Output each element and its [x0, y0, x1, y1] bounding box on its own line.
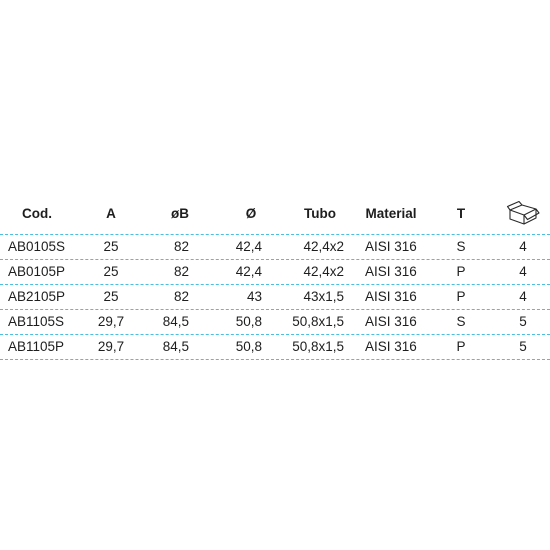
cell-o: 43	[246, 289, 262, 304]
cell-pack: 4	[519, 239, 527, 254]
cell-b: 82	[173, 239, 189, 254]
header-tube: Tubo	[304, 206, 336, 221]
cell-material: AISI 316	[365, 239, 417, 254]
cell-t: S	[456, 314, 466, 329]
header-o: Ø	[245, 206, 257, 221]
header-material: Material	[365, 206, 417, 221]
table-row	[0, 234, 550, 259]
cell-o: 42,4	[235, 264, 262, 279]
cell-code: AB1105S	[8, 314, 65, 329]
cell-pack: 5	[519, 339, 527, 354]
cell-t: P	[456, 289, 466, 304]
cell-t: P	[456, 264, 466, 279]
cell-code: AB0105P	[8, 264, 66, 279]
cell-a: 25	[103, 289, 119, 304]
table-row	[0, 309, 550, 334]
header-a: A	[106, 206, 116, 221]
cell-code: AB2105P	[8, 289, 66, 304]
cell-b: 82	[173, 264, 189, 279]
cell-o: 42,4	[235, 239, 262, 254]
cell-b: 84,5	[162, 339, 189, 354]
table-row	[0, 334, 550, 360]
cell-tube: 50,8x1,5	[292, 339, 344, 354]
cell-tube: 43x1,5	[303, 289, 344, 304]
cell-tube: 50,8x1,5	[292, 314, 344, 329]
cell-a: 25	[103, 264, 119, 279]
cell-pack: 4	[519, 289, 527, 304]
table-header	[0, 198, 550, 234]
cell-o: 50,8	[235, 314, 262, 329]
cell-code: AB0105S	[8, 239, 66, 254]
cell-material: AISI 316	[365, 314, 417, 329]
cell-pack: 4	[519, 264, 527, 279]
cell-a: 25	[103, 239, 119, 254]
header-b: øB	[171, 206, 189, 221]
cell-t: S	[456, 239, 466, 254]
cell-material: AISI 316	[365, 289, 417, 304]
cell-tube: 42,4x2	[303, 239, 344, 254]
cell-t: P	[456, 339, 466, 354]
cell-pack: 5	[519, 314, 527, 329]
cell-b: 82	[173, 289, 189, 304]
cell-b: 84,5	[162, 314, 189, 329]
cell-o: 50,8	[235, 339, 262, 354]
spec-table	[0, 198, 550, 360]
header-t: T	[456, 206, 466, 221]
cell-material: AISI 316	[365, 264, 417, 279]
table-row	[0, 284, 550, 309]
cell-code: AB1105P	[8, 339, 65, 354]
header-code: Cod.	[22, 206, 52, 221]
cell-a: 29,7	[97, 339, 125, 354]
box-icon	[506, 200, 540, 226]
table-row	[0, 259, 550, 284]
cell-material: AISI 316	[365, 339, 417, 354]
cell-tube: 42,4x2	[303, 264, 344, 279]
cell-a: 29,7	[97, 314, 125, 329]
